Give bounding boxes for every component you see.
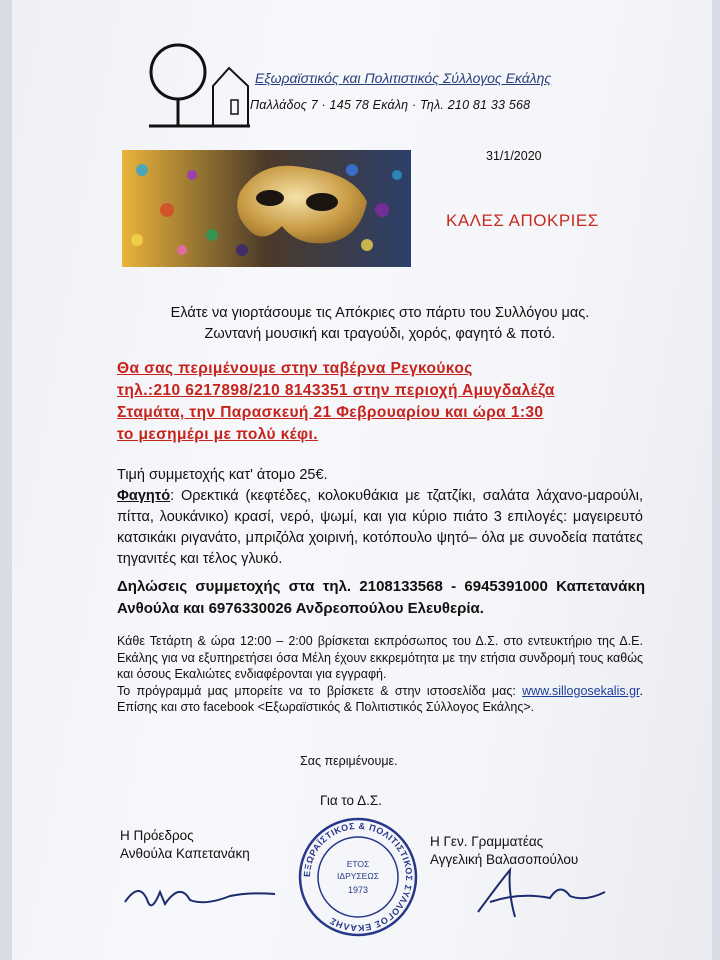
letter-date: 31/1/2020 — [486, 149, 542, 163]
highlight-line: Θα σας περιμένουμε στην ταβέρνα Ρεγκούκος — [117, 360, 473, 377]
intro-paragraph — [120, 303, 640, 345]
website-link[interactable]: www.sillogosekalis.gr — [522, 683, 640, 698]
greeting-title: ΚΑΛΕΣ ΑΠΟΚΡΙΕΣ — [446, 211, 599, 230]
association-stamp — [296, 815, 420, 939]
food-paragraph — [117, 486, 643, 570]
president-signature-scribble — [120, 872, 280, 917]
closing-line: Σας περιμένουμε. — [300, 754, 398, 768]
tree-house-logo-icon — [145, 42, 255, 130]
stamp-year: 1973 — [347, 885, 369, 895]
website-intro: Το πρόγραμμά μας μπορείτε να το βρίσκετε & στην ιστοσελίδα μας: — [117, 683, 516, 698]
info-paragraph — [117, 633, 643, 716]
event-details — [117, 465, 643, 570]
carnival-mask-image — [122, 150, 411, 267]
for-board-line: Για το Δ.Σ. — [320, 793, 382, 808]
highlight-line: τηλ.:210 6217898/210 8143351 στην περιοχή Αμυγδαλέζα — [117, 382, 555, 399]
food-label: Φαγητό — [117, 488, 171, 504]
org-address: Παλλάδος 7 · 145 78 Εκάλη · Τηλ. 210 81 33 568 — [250, 98, 531, 112]
stamp-center-line: ΙΔΡΥΣΕΩΣ — [337, 871, 379, 881]
highlight-line: το μεσημέρι με πολύ κέφι. — [117, 426, 318, 443]
website-paragraph — [117, 683, 643, 716]
facebook-text: . Επίσης και στο facebook <Εξωραϊστικός & Πολιτιστικός Σύλλογος Εκάλης>. — [117, 683, 643, 714]
secretary-signature-scribble — [470, 862, 610, 932]
intro-line: Ελάτε να γιορτάσουμε τις Απόκριες στο πάρτυ του Συλλόγου μας. — [170, 305, 590, 321]
intro-line: Ζωντανή μουσική και τραγούδι, χορός, φαγητό & ποτό. — [204, 326, 556, 342]
org-name: Εξωραϊστικός και Πολιτιστικός Σύλλογος Εκάλης — [255, 70, 552, 86]
declarations-paragraph: Δηλώσεις συμμετοχής στα τηλ. 2108133568 - 6945391000 Καπετανάκη Ανθούλα και 6976330026 Ανδρεοπούλου Ελευθερία. — [117, 578, 645, 617]
price-line: Τιμή συμμετοχής κατ' άτομο 25€. — [117, 467, 328, 483]
secretary-title: Η Γεν. Γραμματέας — [430, 834, 544, 849]
president-name: Ανθούλα Καπετανάκη — [120, 846, 250, 861]
stamp-ring-text: ΕΞΩΡΑΪΣΤΙΚΟΣ & ΠΟΛΙΤΙΣΤΙΚΟΣ ΣΥΛΛΟΓΟΣ ΕΚΑΛΗΣ — [301, 820, 415, 934]
food-text: : Ορεκτικά (κεφτέδες, κολοκυθάκια με τζατζίκι, σαλάτα λάχανο-μαρούλι, πίττα, λουκάνικο) κρασί, νερό, ψωμί, και για κύριο πιάτο 3 επιλογές: μαγειρευτό κατσικάκι ριγανάτο, μπριζόλα χοιρινή, κοτόπουλο ψητό– όλα με συνοδεία πατάτες τηγανιτές και τέλος γλυκό. — [117, 488, 643, 567]
president-title: Η Πρόεδρος — [120, 828, 194, 843]
stamp-center-line: ΕΤΟΣ — [346, 859, 370, 869]
secretary-name: Αγγελική Βαλασοπούλου — [430, 852, 579, 867]
highlight-line: Σταμάτα, την Παρασκευή 21 Φεβρουαρίου και ώρα 1:30 — [117, 404, 544, 421]
president-signature-block — [120, 827, 250, 863]
event-highlight — [117, 358, 637, 446]
info-text: Κάθε Τετάρτη & ώρα 12:00 – 2:00 βρίσκεται εκπρόσωπος του Δ.Σ. στο εντευκτήριο της Δ.Ε. Εκάλης για να εξυπηρετήσει όσα Μέλη έχουν εκκρεμότητα με την ετήσια συνδρομή τους καθώς και όσους Εκαλιώτες ενδιαφέρονται για εγγραφή. — [117, 634, 643, 681]
